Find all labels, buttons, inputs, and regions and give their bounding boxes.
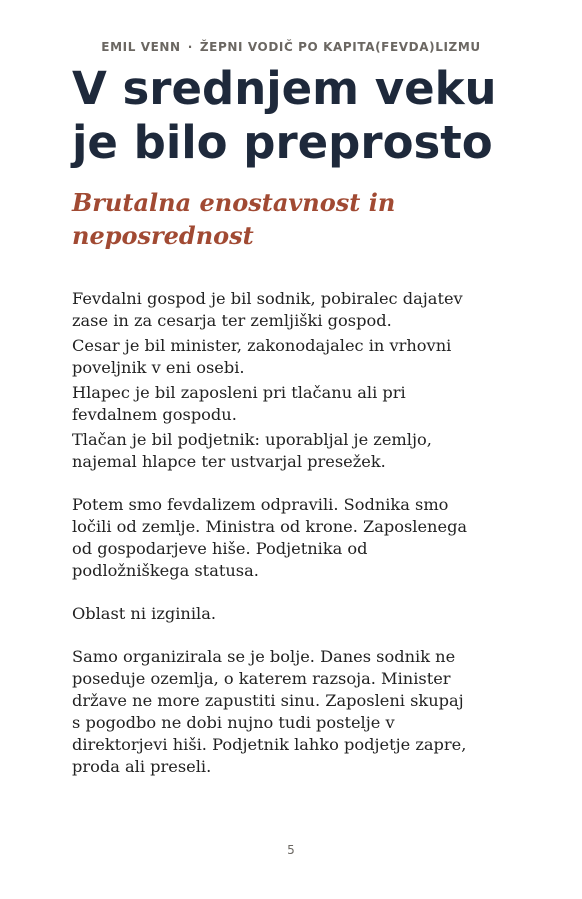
paragraph-line: podložniškega statusa. [72, 561, 259, 580]
header-author: EMIL VENN [101, 40, 181, 54]
paragraph-line: proda ali preseli. [72, 757, 212, 776]
paragraph-line: Cesar je bil minister, zakonodajalec in vrhovni [72, 336, 452, 355]
paragraph-line: ločili od zemlje. Ministra od krone. Zaposlenega [72, 517, 468, 536]
header-separator: · [187, 40, 193, 54]
chapter-subtitle-line: Brutalna enostavnost in [72, 188, 396, 217]
paragraph-line: Hlapec je bil zaposleni pri tlačanu ali pri [72, 383, 406, 402]
paragraph-line: najemal hlapce ter ustvarjal presežek. [72, 452, 386, 471]
paragraph [72, 494, 512, 582]
paragraph-line: države ne more zapustiti sinu. Zaposleni skupaj [72, 691, 464, 710]
chapter-title-line: V srednjem veku [72, 62, 497, 115]
paragraph [72, 429, 512, 473]
paragraph-line: Tlačan je bil podjetnik: uporabljal je zemljo, [72, 430, 432, 449]
chapter-title-line: je bilo preprosto [72, 116, 493, 169]
paragraph [72, 646, 512, 778]
paragraph [72, 288, 512, 332]
page-number: 5 [287, 843, 295, 857]
chapter-subtitle [72, 186, 512, 252]
paragraph-line: poveljnik v eni osebi. [72, 358, 245, 377]
paragraph-line: poseduje ozemlja, o katerem razsoja. Minister [72, 669, 451, 688]
paragraph-line: Oblast ni izginila. [72, 604, 216, 623]
paragraph-line: Samo organizirala se je bolje. Danes sodnik ne [72, 647, 456, 666]
paragraph-line: s pogodbo ne dobi nujno tudi postelje v [72, 713, 395, 732]
body-text [72, 288, 512, 778]
chapter-title [72, 62, 542, 170]
paragraph [72, 335, 512, 379]
chapter-subtitle-line: neposrednost [72, 221, 254, 250]
paragraph-line: zase in za cesarja ter zemljiški gospod. [72, 311, 392, 330]
paragraph-line: Potem smo fevdalizem odpravili. Sodnika smo [72, 495, 449, 514]
paragraph-line: fevdalnem gospodu. [72, 405, 237, 424]
paragraph [72, 382, 512, 426]
running-header [0, 40, 582, 54]
paragraph-line: direktorjevi hiši. Podjetnik lahko podjetje zapre, [72, 735, 467, 754]
paragraph [72, 603, 512, 625]
header-book-title: ŽEPNI VODIČ PO KAPITA(FEVDA)LIZMU [199, 40, 481, 54]
paragraph-line: Fevdalni gospod je bil sodnik, pobiralec dajatev [72, 289, 463, 308]
paragraph-line: od gospodarjeve hiše. Podjetnika od [72, 539, 368, 558]
